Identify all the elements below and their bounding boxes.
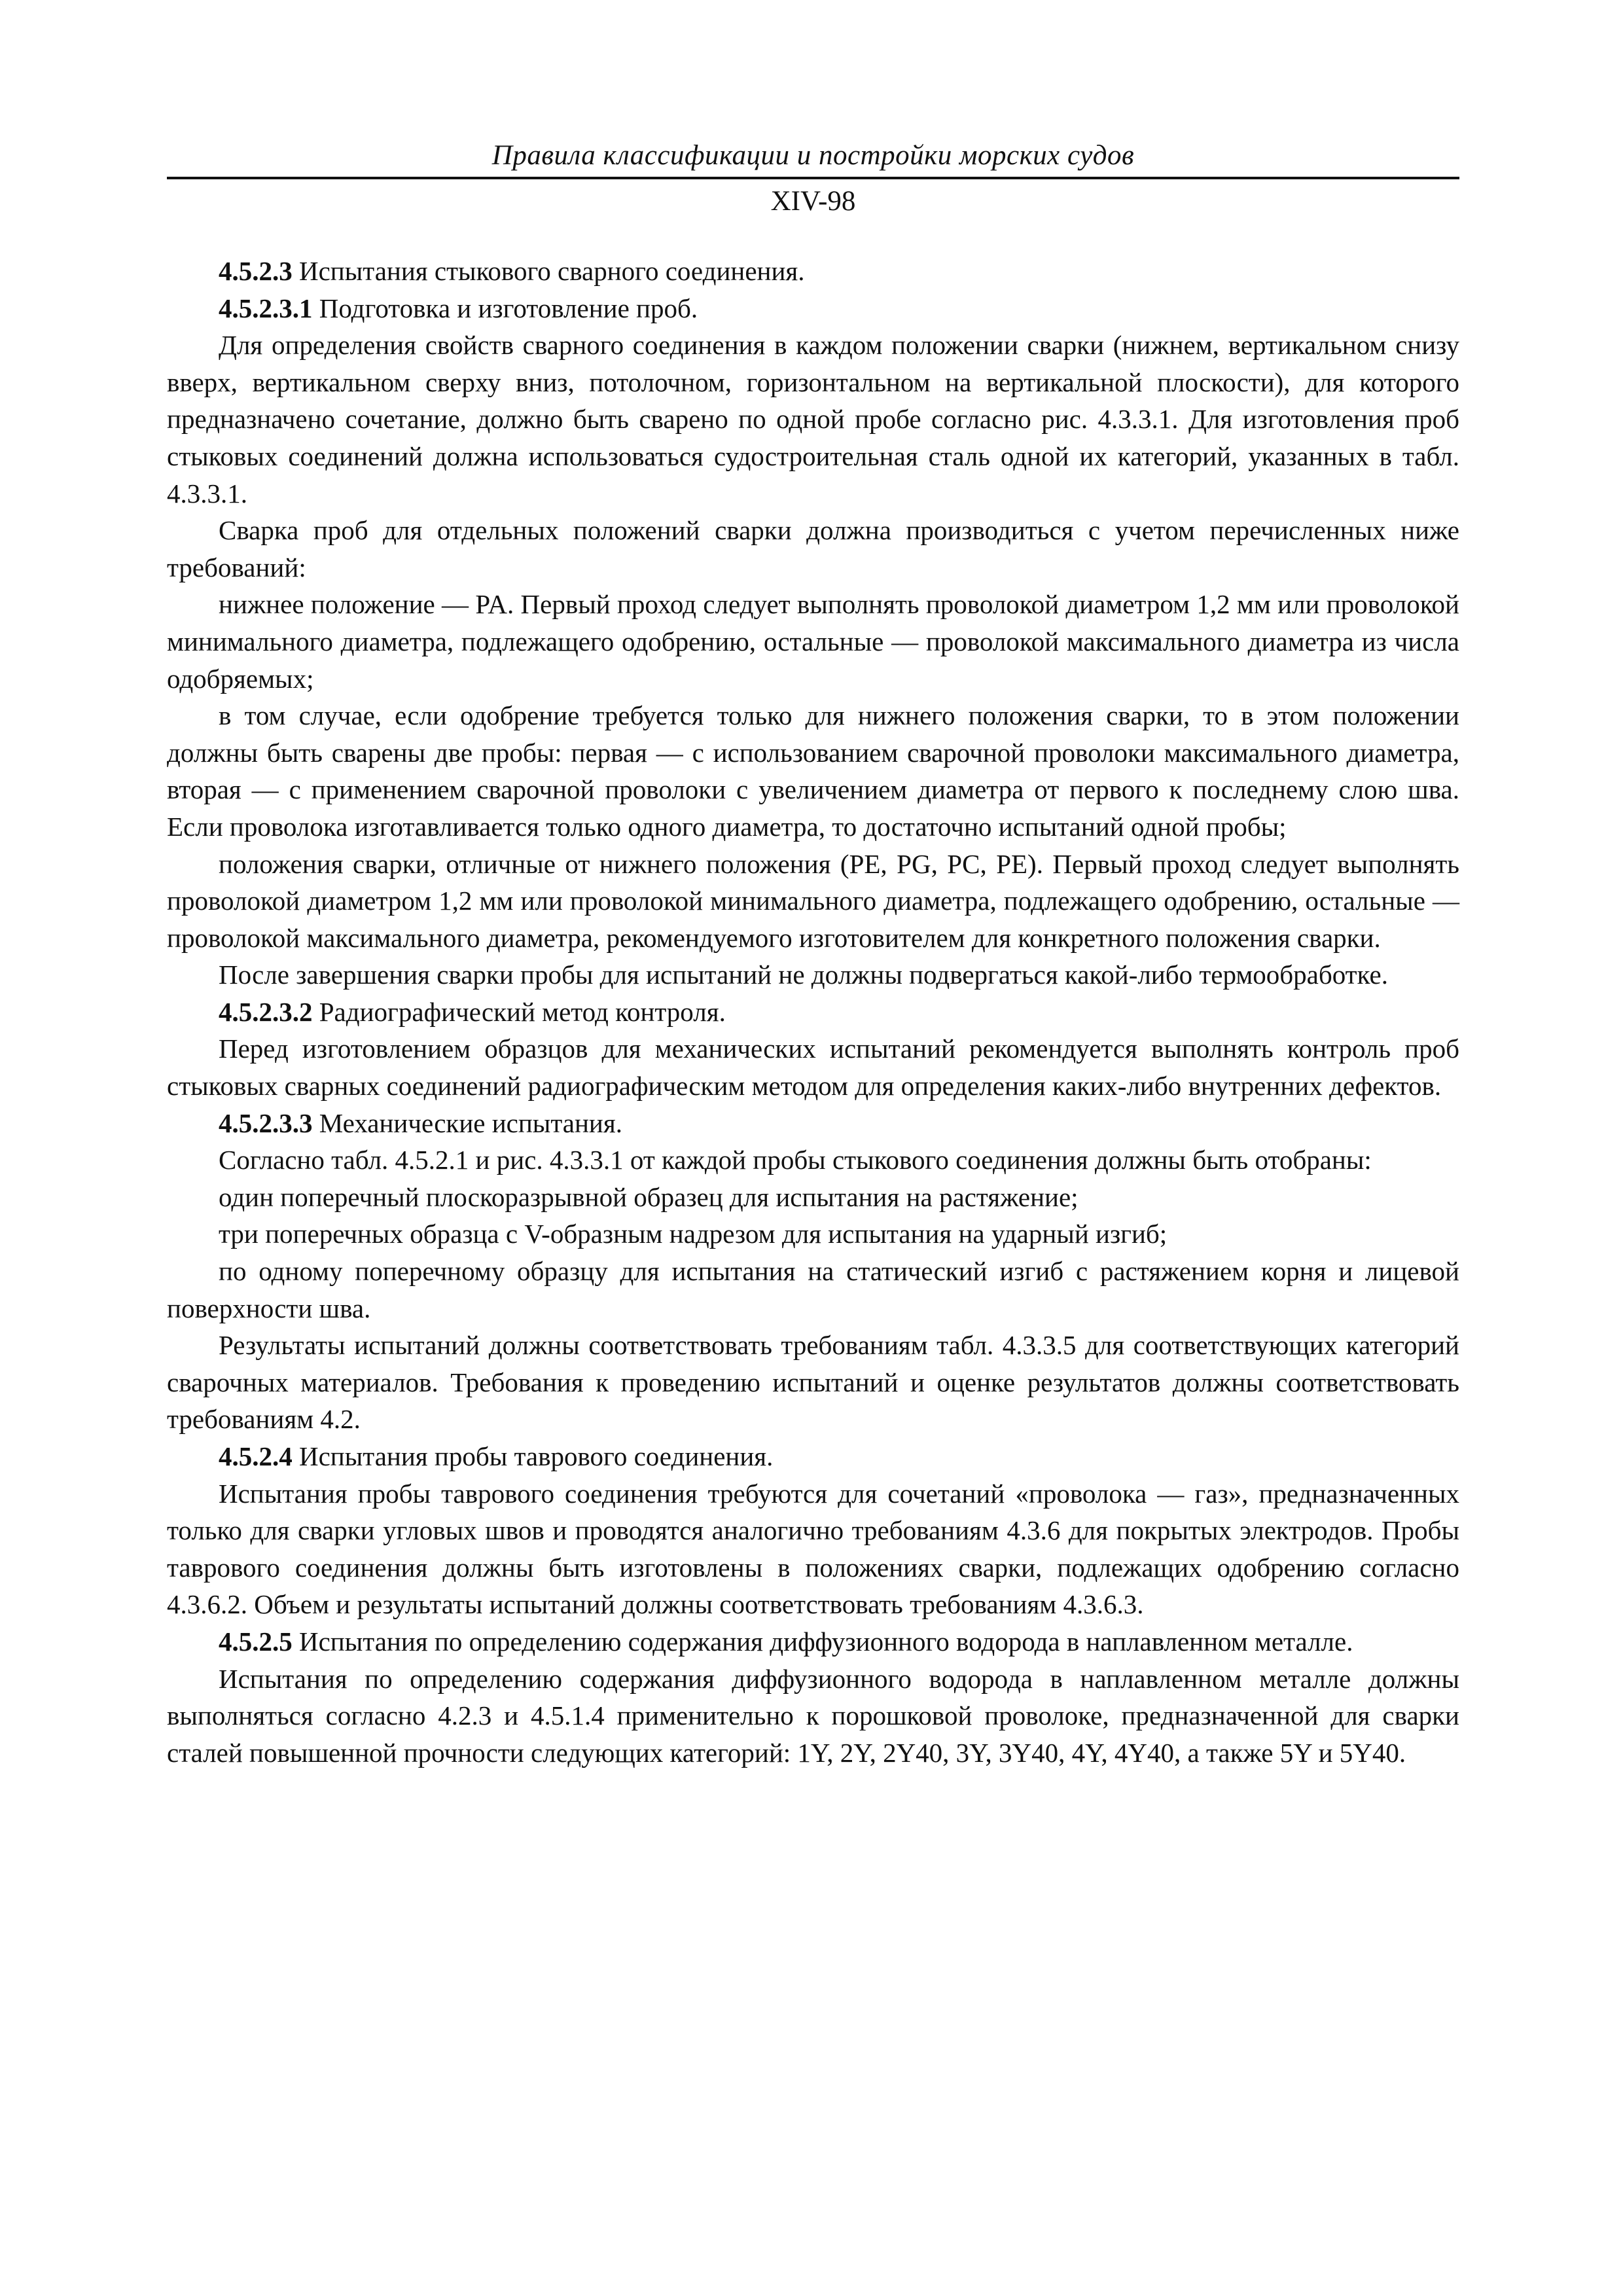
section-number: 4.5.2.5 <box>219 1626 293 1657</box>
section-heading-4-5-2-4 <box>167 1438 1459 1475</box>
paragraph: Перед изготовлением образцов для механических испытаний рекомендуется выполнять контроль проб стыковых сварных соединений радиографическим методом для определения каких-либо внутренних дефектов. <box>167 1033 1459 1102</box>
section-title: Испытания по определению содержания диффузионного водорода в наплавленном металле. <box>292 1626 1353 1657</box>
section-heading-4-5-2-3-1 <box>167 290 1459 327</box>
section-heading-4-5-2-3-2 <box>167 994 1459 1031</box>
paragraph: Согласно табл. 4.5.2.1 и рис. 4.3.3.1 от каждой пробы стыкового соединения должны быть отобраны: <box>219 1145 1372 1175</box>
section-title: Подготовка и изготовление проб. <box>312 293 698 323</box>
section-number: 4.5.2.3.3 <box>219 1107 313 1138</box>
section-number: 4.5.2.4 <box>219 1441 293 1471</box>
paragraph: Для определения свойств сварного соединения в каждом положении сварки (нижнем, вертикальном снизу вверх, вертикальном сверху вниз, потолочном, горизонтальном на вертикальной плоскости), для которого предназначено сочетание, должно быть сварено по одной пробе согласно рис. 4.3.3.1. Для изготовления проб стыковых соединений должна использоваться судостроительная сталь одной их категорий, указанных в табл. 4.3.3.1. <box>167 330 1459 509</box>
list-item: по одному поперечному образцу для испытания на статический изгиб с растяжением корня и лицевой поверхности шва. <box>167 1256 1459 1323</box>
header-rule <box>167 177 1459 179</box>
paragraph: положения сварки, отличные от нижнего положения (PE, PG, PC, PE). Первый проход следует выполнять проволокой диаметром 1,2 мм или проволокой минимального диаметра, подлежащего одобрению, остальные — проволокой максимального диаметра, рекомендуемого изготовителем для конкретного положения сварки. <box>167 848 1459 953</box>
page-number: XIV-98 <box>770 186 856 217</box>
section-title: Испытания пробы таврового соединения. <box>292 1441 774 1471</box>
page-header <box>167 137 1459 220</box>
section-title: Радиографический метод контроля. <box>312 996 726 1027</box>
section-number: 4.5.2.3.1 <box>219 293 313 323</box>
paragraph: Испытания пробы таврового соединения требуются для сочетаний «проволока — газ», предназначенных только для сварки угловых швов и проводятся аналогично требованиям 4.3.6 для покрытых электродов. Пробы таврового соединения должны быть изготовлены в положениях сварки, подлежащих одобрению согласно 4.3.6.2. Объем и результаты испытаний должны соответствовать требованиям 4.3.6.3. <box>167 1478 1459 1620</box>
list-item: один поперечный плоскоразрывной образец для испытания на растяжение; <box>219 1181 1079 1212</box>
paragraph: Испытания по определению содержания диффузионного водорода в наплавленном металле должны выполняться согласно 4.2.3 и 4.5.1.4 применительно к порошковой проволоке, предназначенной для сварки сталей повышенной прочности следующих категорий: 1Y, 2Y, 2Y40, 3Y, 3Y40, 4Y, 4Y40, а также 5Y и 5Y40. <box>167 1663 1459 1768</box>
section-title: Испытания стыкового сварного соединения. <box>292 256 805 286</box>
paragraph: Сварка проб для отдельных положений сварки должна производиться с учетом перечисленных ниже требований: <box>167 515 1459 583</box>
section-heading-4-5-2-5 <box>167 1623 1459 1660</box>
running-title: Правила классификации и постройки морских судов <box>491 140 1135 171</box>
paragraph: нижнее положение — PA. Первый проход следует выполнять проволокой диаметром 1,2 мм или проволокой минимального диаметра, подлежащего одобрению, остальные — проволокой максимального диаметра из числа одобряемых; <box>167 589 1459 694</box>
paragraph: После завершения сварки пробы для испытаний не должны подвергаться какой-либо термообработке. <box>219 960 1388 990</box>
section-heading-4-5-2-3 <box>167 253 1459 290</box>
section-heading-4-5-2-3-3 <box>167 1105 1459 1142</box>
section-title: Механические испытания. <box>312 1107 622 1138</box>
page-body <box>167 253 1459 1771</box>
list-item: три поперечных образца с V-образным надрезом для испытания на ударный изгиб; <box>219 1219 1168 1249</box>
section-number: 4.5.2.3 <box>219 256 293 286</box>
paragraph: в том случае, если одобрение требуется только для нижнего положения сварки, то в этом положении должны быть сварены две пробы: первая — с использованием сварочной проволоки максимального диаметра, вторая — с применением сварочной проволоки с увеличением диаметра от первого к последнему слою шва. Если проволока изготавливается только одного диаметра, то достаточно испытаний одной пробы; <box>167 700 1459 842</box>
paragraph: Результаты испытаний должны соответствовать требованиям табл. 4.3.3.5 для соответствующих категорий сварочных материалов. Требования к проведению испытаний и оценке результатов должны соответствовать требованиям 4.2. <box>167 1330 1459 1435</box>
section-number: 4.5.2.3.2 <box>219 996 313 1027</box>
